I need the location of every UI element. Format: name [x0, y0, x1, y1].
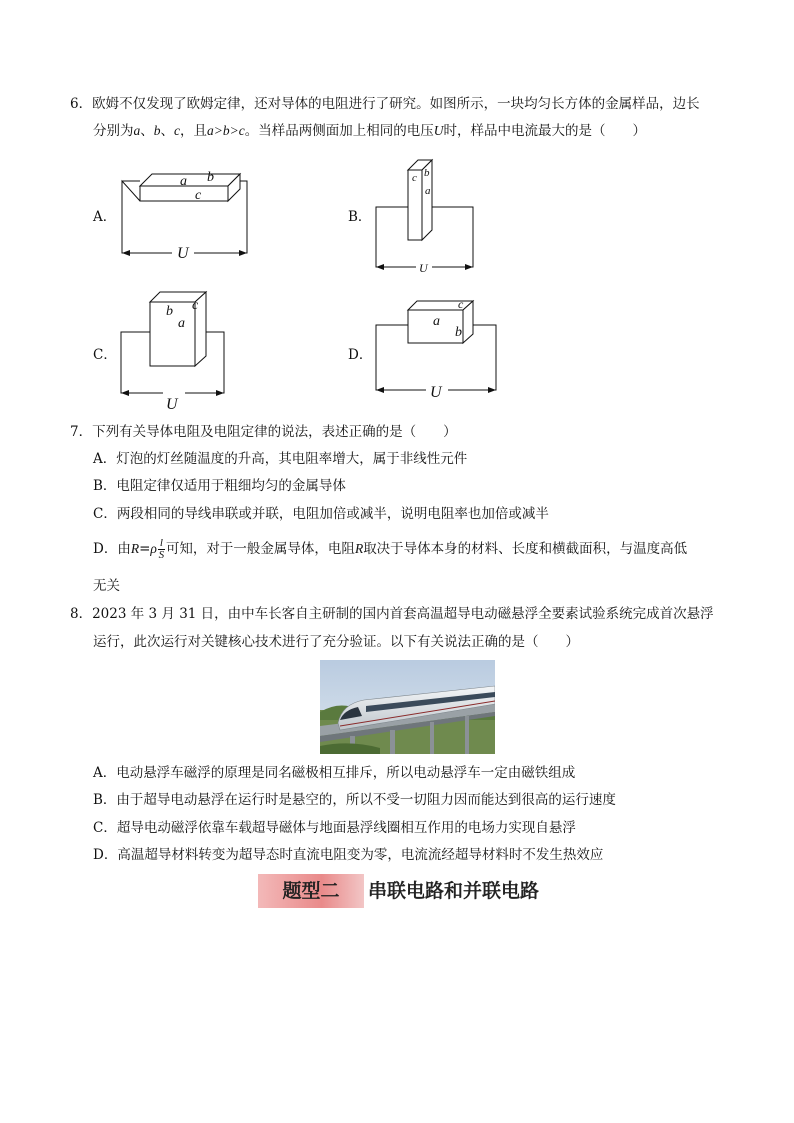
- q7-option-b: B．电阻定律仅适用于粗细均匀的金属导体: [93, 478, 346, 494]
- svg-text:U: U: [419, 261, 428, 275]
- q7-option-c: C．两段相同的导线串联或并联，电阻加倍或减半，说明电阻率也加倍或减半: [93, 506, 549, 522]
- section-label: 题型二: [282, 880, 340, 902]
- q6-option-d-label: D．: [348, 347, 373, 363]
- q6-line2: 分别为a、b、c，且a>b>c。当样品两侧面加上相同的电压U时，样品中电流最大的是（ ）: [93, 123, 646, 139]
- svg-text:b: b: [166, 304, 173, 319]
- svg-text:a: a: [178, 316, 185, 331]
- q7-option-d-continued: 无关: [93, 578, 120, 594]
- q8-option-c: C．超导电动磁浮依靠车载超导磁体与地面悬浮线圈相互作用的电场力实现自悬浮: [93, 820, 576, 836]
- q6-line1: 6．欧姆不仅发现了欧姆定律，还对导体的电阻进行了研究。如图所示，一块均匀长方体的金属样品，边长: [70, 96, 700, 112]
- q7-option-d: D．由R=ρ $\frac{l}{S}$ 可知，对于一般金属导体，电阻R取决于导体本身的材料、长度和横截面积，与温度高低: [93, 537, 688, 561]
- fig-a-label-a: a: [180, 174, 187, 189]
- q8-line1: 8．2023 年 3 月 31 日，由中车长客自主研制的国内首套高温超导电动磁悬浮全要素试验系统完成首次悬浮: [70, 606, 714, 622]
- svg-text:c: c: [412, 172, 417, 184]
- q7-option-a: A．灯泡的灯丝随温度的升高，其电阻率增大，属于非线性元件: [93, 451, 468, 467]
- q6-figure-d: [370, 295, 510, 405]
- svg-text:c: c: [192, 298, 199, 313]
- svg-text:c: c: [458, 297, 464, 311]
- maglev-train-photo: [320, 660, 495, 754]
- q6-figure-c: [110, 285, 260, 415]
- section-title: 串联电路和并联电路: [368, 880, 540, 902]
- q6-option-c-label: C．: [93, 347, 117, 363]
- svg-text:a: a: [433, 314, 440, 329]
- section-banner: [258, 874, 558, 908]
- q6-option-b-label: B．: [348, 209, 372, 225]
- svg-text:U: U: [166, 396, 178, 413]
- fig-a-label-u: U: [177, 245, 189, 262]
- q8-option-d: D．高温超导材料转变为超导态时直流电阻变为零，电流流经超导材料时不发生热效应: [93, 847, 604, 863]
- q8-option-a: A．电动悬浮车磁浮的原理是同名磁极相互排斥，所以电动悬浮车一定由磁铁组成: [93, 765, 576, 781]
- q8-line2: 运行，此次运行对关键核心技术进行了充分验证。以下有关说法正确的是（ ）: [93, 634, 579, 650]
- fig-a-label-c: c: [195, 188, 202, 203]
- fig-a-label-b: b: [207, 170, 214, 185]
- q6-figure-a: [110, 158, 260, 268]
- svg-text:a: a: [425, 185, 431, 197]
- q6-option-a-label: A．: [93, 209, 117, 225]
- svg-text:U: U: [430, 384, 442, 401]
- formula-fraction: $\frac{l}{S}$: [158, 537, 165, 561]
- q7-stem: 7．下列有关导体电阻及电阻定律的说法，表述正确的是（ ）: [70, 424, 457, 440]
- q8-option-b: B．由于超导电动悬浮在运行时是悬空的，所以不受一切阻力因而能达到很高的运行速度: [93, 792, 616, 808]
- svg-text:b: b: [424, 167, 430, 179]
- svg-text:b: b: [455, 325, 462, 340]
- q6-figure-b: [370, 150, 510, 280]
